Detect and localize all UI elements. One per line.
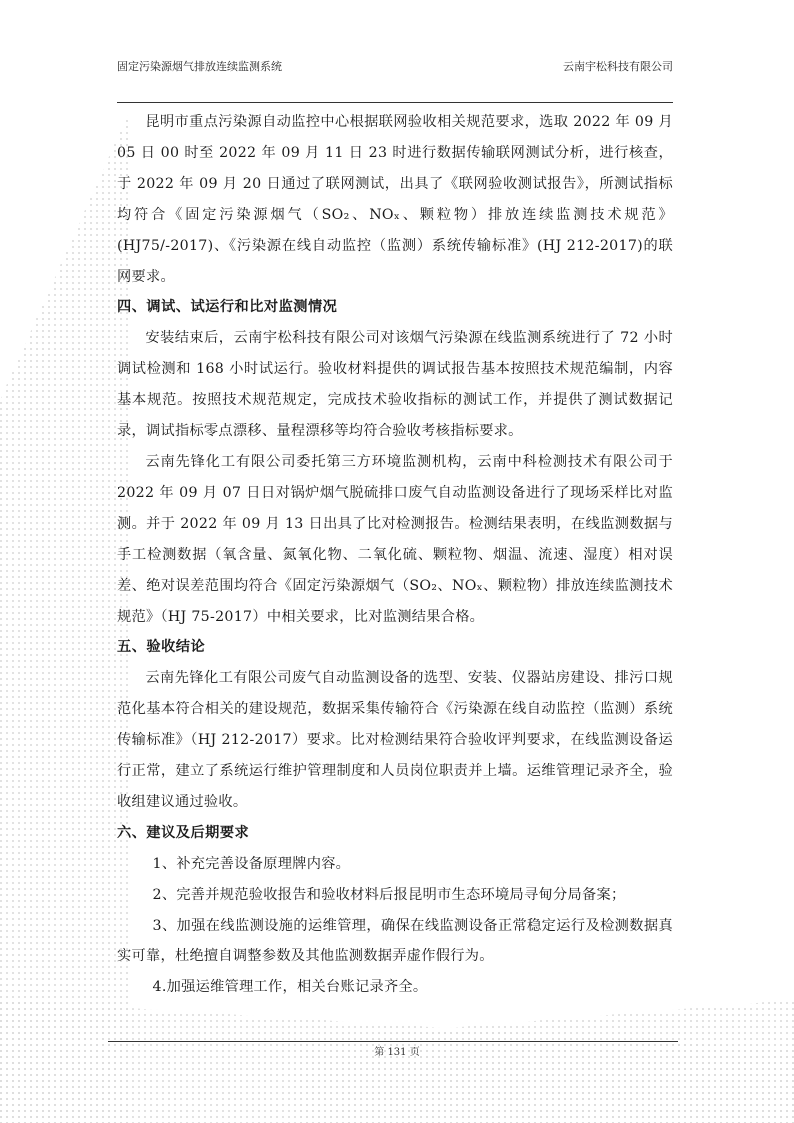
suggestion-item-3: 3、加强在线监测设施的运维管理，确保在线监测设备正常稳定运行及检测数据真实可靠，杜绝擅自调整参数及其他监测数据弄虚作假行为。 (117, 917, 673, 965)
document-body (117, 107, 673, 1003)
section-heading-debug-trial: 四、调试、试运行和比对监测情况 (117, 299, 338, 316)
header-company-name: 云南宇松科技有限公司 (563, 60, 673, 73)
suggestion-item-2: 2、完善并规范验收报告和验收材料后报昆明市生态环境局寻甸分局备案； (152, 886, 626, 903)
suggestion-item-4: 4.加强运维管理工作，相关台账记录齐全。 (152, 979, 428, 996)
page-header (117, 58, 673, 78)
header-left-title: 固定污染源烟气排放连续监测系统 (117, 60, 282, 73)
paragraph-comparison-monitoring: 云南先锋化工有限公司委托第三方环境监测机构，云南中科检测技术有限公司于 2022 年 09 月 07 日日对锅炉烟气脱硫排口废气自动监测设备进行了现场采样比对监测。并于 2022 年 09 月 13 日出具了比对检测报告。检测结果表明，在线监测数据与手工检测数据（氧含量、氮氧化物、二氧化硫、颗粒物、烟温、流速、湿度）相对误差、绝对误差范围均符合《固定污染源烟气（SO₂、NOₓ、颗粒物）排放连续监测技术规范》（HJ 75-2017）中相关要求，比对监测结果合格。 (117, 453, 673, 625)
footer-divider (108, 1041, 678, 1042)
section-heading-acceptance-conclusion: 五、验收结论 (117, 639, 206, 656)
section-heading-suggestions: 六、建议及后期要求 (117, 824, 250, 841)
page-number: 第 131 页 (374, 1047, 420, 1058)
suggestion-item-1: 1、补充完善设备原理牌内容。 (152, 855, 351, 872)
header-divider (117, 102, 673, 103)
paragraph-acceptance-conclusion: 云南先锋化工有限公司废气自动监测设备的选型、安装、仪器站房建设、排污口规范化基本符合相关的建设规范，数据采集传输符合《污染源在线自动监控（监测）系统传输标准》（HJ 212-2017）要求。比对检测结果符合验收评判要求，在线监测设备运行正常，建立了系统运行维护管理制度和人员岗位职责并上墙。运维管理记录齐全，验收组建议通过验收。 (117, 670, 673, 810)
paragraph-installation-debug: 安装结束后，云南宇松科技有限公司对该烟气污染源在线监测系统进行了 72 小时调试检测和 168 小时试运行。验收材料提供的调试报告基本按照技术规范编制，内容基本规范。按照技术规范规定，完成技术验收指标的测试工作，并提供了测试数据记录，调试指标零点漂移、量程漂移等均符合验收考核指标要求。 (117, 330, 673, 440)
intro-paragraph: 昆明市重点污染源自动监控中心根据联网验收相关规范要求，选取 2022 年 09 月 05 日 00 时至 2022 年 09 月 11 日 23 时进行数据传输联网测试分析，进行核查，于 2022 年 09 月 20 日通过了联网测试，出具了《联网验收测试报告》，所测试指标均符合《固定污染源烟气（SO₂、NOₓ、颗粒物）排放连续监测技术规范》(HJ75/-2017)、《污染源在线自动监控（监测）系统传输标准》(HJ 212-2017)的联网要求。 (117, 114, 673, 285)
